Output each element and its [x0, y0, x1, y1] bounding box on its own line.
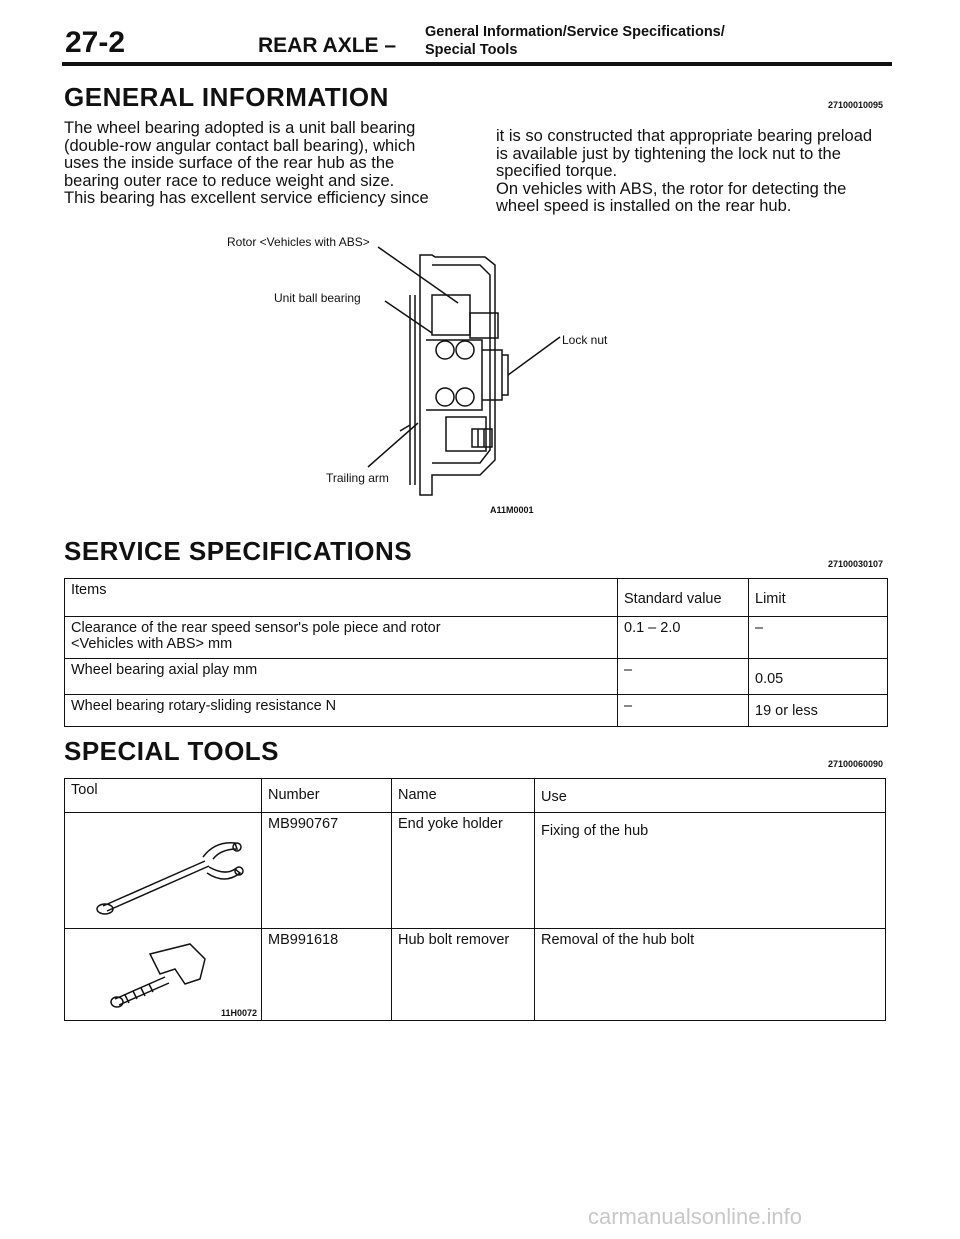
- general-info-code: 27100010095: [828, 100, 884, 110]
- table-header-cell: Name: [392, 779, 535, 813]
- unit-ball-bearing-label: Unit ball bearing: [274, 291, 361, 305]
- section-title: REAR AXLE –: [258, 34, 397, 57]
- rotor-label: Rotor <Vehicles with ABS>: [227, 235, 370, 249]
- page-number: 27-2: [65, 26, 126, 59]
- tool-image-cell: [65, 813, 262, 929]
- table-row: [65, 813, 886, 929]
- table-header-cell: Use: [535, 779, 886, 813]
- header-subtitle-line1: General Information/Service Specifications/: [425, 24, 725, 40]
- table-cell: Fixing of the hub: [535, 813, 886, 929]
- table-cell: MB991618: [262, 929, 392, 1021]
- service-specs-title: SERVICE SPECIFICATIONS: [64, 536, 413, 566]
- table-header-cell: Number: [262, 779, 392, 813]
- table-cell: –: [749, 617, 888, 659]
- watermark: carmanualsonline.info: [588, 1204, 803, 1229]
- special-tools-table: [64, 778, 886, 1021]
- special-tools-title: SPECIAL TOOLS: [64, 736, 280, 766]
- trailing-arm-label: Trailing arm: [326, 471, 389, 485]
- table-cell: 0.05: [749, 659, 888, 695]
- service-specs-code: 27100030107: [828, 559, 884, 569]
- table-cell: Hub bolt remover: [392, 929, 535, 1021]
- table-cell: Wheel bearing axial play mm: [65, 659, 618, 695]
- table-cell: Removal of the hub bolt: [535, 929, 886, 1021]
- table-cell: 19 or less: [749, 695, 888, 727]
- table-cell: –: [618, 695, 749, 727]
- table-cell: 0.1 – 2.0: [618, 617, 749, 659]
- hub-bolt-remover-icon: [105, 939, 225, 1009]
- table-cell: MB990767: [262, 813, 392, 929]
- general-info-title: GENERAL INFORMATION: [64, 82, 389, 112]
- end-yoke-holder-icon: [85, 821, 265, 921]
- table-header-row: [65, 779, 886, 813]
- hub-cross-section-drawing: [210, 235, 640, 525]
- general-info-right-text: it is so constructed that appropriate bearing preload is available just by tightening the lock nut to the specified torque. On vehicles with ABS, the rotor for detecting the wheel speed is installed on the rear hub.: [496, 127, 873, 215]
- table-row: [65, 659, 888, 695]
- table-cell: Clearance of the rear speed sensor's pole piece and rotor <Vehicles with ABS> mm: [65, 617, 618, 659]
- lock-nut-label: Lock nut: [562, 333, 608, 347]
- rear-hub-diagram: [210, 235, 640, 525]
- table-row: [65, 929, 886, 1021]
- table-cell: Wheel bearing rotary-sliding resistance N: [65, 695, 618, 727]
- tool-image-code: 11H0072: [220, 1008, 257, 1018]
- table-header-cell: Limit: [749, 579, 888, 617]
- table-header-cell: Standard value: [618, 579, 749, 617]
- table-row: [65, 695, 888, 727]
- header-rule: [62, 62, 892, 66]
- general-info-left-text: The wheel bearing adopted is a unit ball bearing (double-row angular contact ball bearing), which uses the inside surface of the rear hub as the bearing outer race to reduce weight and size. This bearing has excellent service efficiency since: [64, 119, 429, 207]
- special-tools-code: 27100060090: [828, 759, 884, 769]
- table-cell: End yoke holder: [392, 813, 535, 929]
- header-subtitle-line2: Special Tools: [425, 42, 518, 58]
- service-specs-table: [64, 578, 888, 727]
- table-header-row: [65, 579, 888, 617]
- table-header-cell: Items: [65, 579, 618, 617]
- table-row: [65, 617, 888, 659]
- figure-code: A11M0001: [490, 505, 534, 515]
- table-cell: –: [618, 659, 749, 695]
- tool-image-cell: [65, 929, 262, 1021]
- table-header-cell: Tool: [65, 779, 262, 813]
